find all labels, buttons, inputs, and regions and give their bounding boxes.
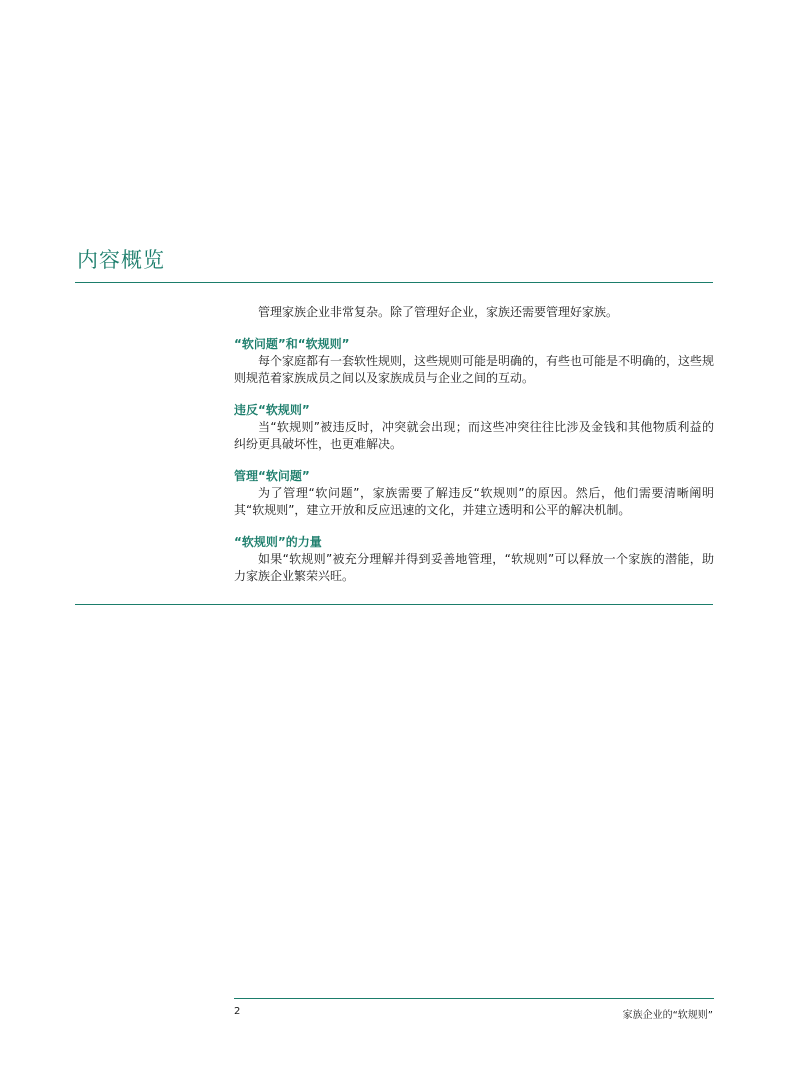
- section-body: 每个家庭都有一套软性规则，这些规则可能是明确的，有些也可能是不明确的，这些规则规范着家族成员之间以及家族成员与企业之间的互动。: [234, 354, 715, 385]
- overview-content: [234, 304, 714, 600]
- footer-divider: [234, 998, 714, 999]
- section-heading: 违反“软规则”: [234, 403, 310, 417]
- section-heading: “软问题”和“软规则”: [234, 337, 350, 351]
- section-body: 为了管理“软问题”，家族需要了解违反“软规则”的原因。然后，他们需要清晰阐明其“软规则”，建立开放和反应迅速的文化，并建立透明和公平的解决机制。: [234, 486, 714, 517]
- section-heading: 管理“软问题”: [234, 469, 310, 483]
- page-number: 2: [234, 1006, 241, 1017]
- running-title: 家族企业的“软规则”: [622, 1010, 713, 1021]
- bottom-divider: [75, 604, 713, 605]
- section-managing-issues: [234, 468, 714, 519]
- page-title: 内容概览: [77, 248, 165, 272]
- section-soft-issues: [234, 336, 714, 387]
- section-violating-rules: [234, 402, 714, 453]
- section-body: 当“软规则”被违反时，冲突就会出现；而这些冲突往往比涉及金钱和其他物质利益的纠纷更具破坏性，也更难解决。: [234, 420, 714, 451]
- intro-paragraph: 管理家族企业非常复杂。除了管理好企业，家族还需要管理好家族。: [258, 305, 619, 319]
- section-heading: “软规则”的力量: [234, 535, 322, 549]
- section-power-of-rules: [234, 534, 714, 585]
- top-divider: [75, 282, 713, 283]
- section-body: 如果“软规则”被充分理解并得到妥善地管理，“软规则”可以释放一个家族的潜能，助力家族企业繁荣兴旺。: [234, 552, 714, 583]
